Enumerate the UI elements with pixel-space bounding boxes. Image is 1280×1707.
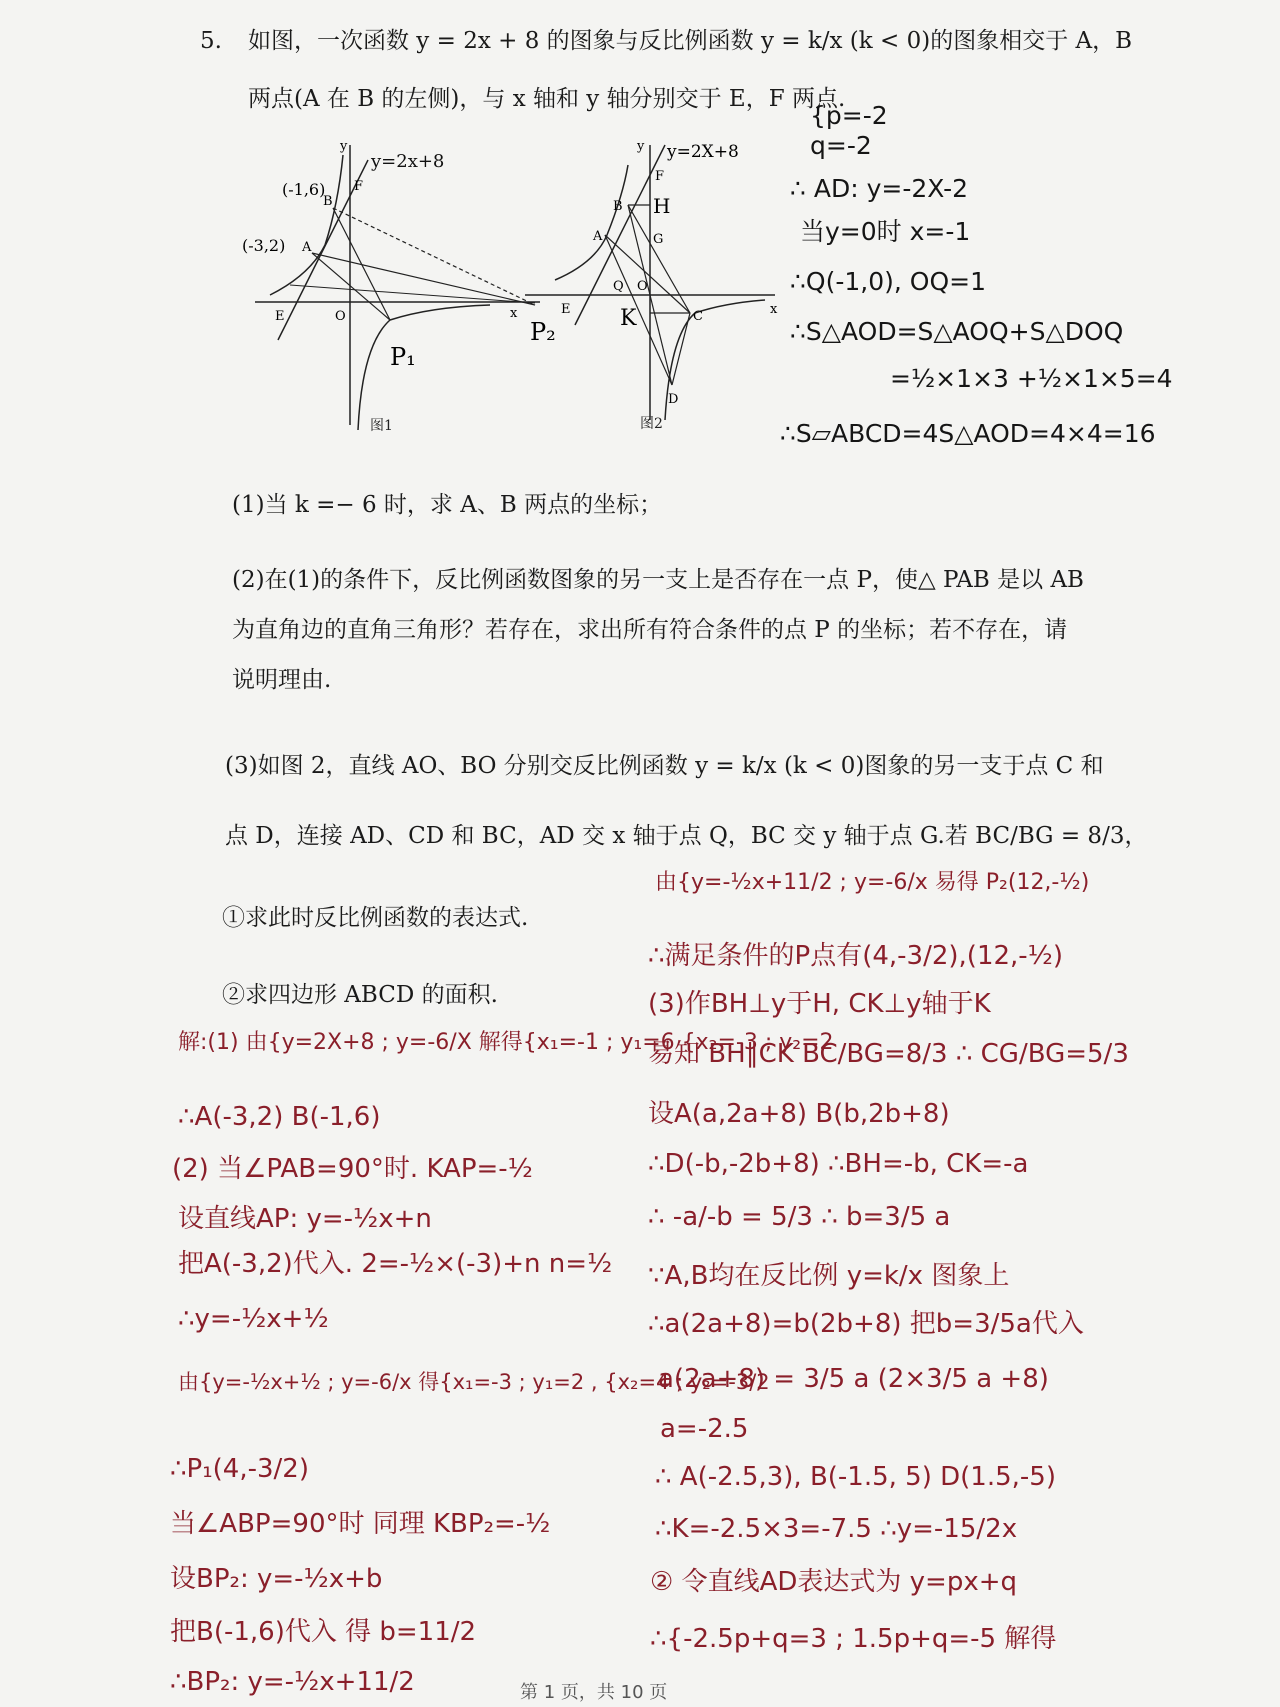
sol-right-13: ② 令直线AD表达式为 y=px+q <box>650 1567 1017 1597</box>
svg-text:F: F <box>354 179 364 194</box>
svg-text:B: B <box>323 194 333 209</box>
svg-text:A: A <box>593 229 603 244</box>
sol-right-11: ∴ A(-2.5,3), B(-1.5, 5) D(1.5,-5) <box>655 1462 1056 1492</box>
sol-right-4: 设A(a,2a+8) B(b,2b+8) <box>648 1099 950 1129</box>
sol-left-2: (2) 当∠PAB=90°时. KAP=-½ <box>172 1154 533 1184</box>
svg-text:G: G <box>653 232 664 247</box>
svg-text:C: C <box>693 309 703 324</box>
sol-right-9: a(2a+8) = 3/5 a (2×3/5 a +8) <box>658 1364 1049 1394</box>
svg-text:E: E <box>561 302 571 317</box>
hw-top-right-1: q=-2 <box>810 131 872 160</box>
hw-top-right-4: ∴Q(-1,0), OQ=1 <box>790 267 986 296</box>
hw-top-right-5: ∴S△AOD=S△AOQ+S△DOQ <box>790 317 1124 346</box>
svg-text:x: x <box>770 302 778 317</box>
question-3-sub-1: ①求此时反比例函数的表达式. <box>222 905 529 931</box>
question-2-line-1: (2)在(1)的条件下，反比例函数图象的另一支上是否存在一点 P，使△ PAB 是以 AB <box>232 567 1084 593</box>
fig2-caption: 图2 <box>640 416 663 432</box>
problem-number: 5. <box>200 28 222 54</box>
svg-text:D: D <box>668 392 679 407</box>
sol-left-8: 当∠ABP=90°时 同理 KBP₂=-½ <box>170 1509 551 1539</box>
svg-text:P₂: P₂ <box>530 318 556 346</box>
question-2-line-3: 说明理由. <box>232 667 332 693</box>
svg-text:F: F <box>655 169 665 184</box>
sol-right-0: 由{y=-½x+11/2 ; y=-6/x 易得 P₂(12,-½) <box>655 870 1090 895</box>
svg-text:(-1,6): (-1,6) <box>282 180 326 199</box>
svg-text:P₁: P₁ <box>390 343 416 371</box>
svg-text:O: O <box>637 279 648 294</box>
sol-left-1: ∴A(-3,2) B(-1,6) <box>178 1102 381 1132</box>
figure-2 <box>525 135 785 425</box>
sol-left-0: 解:(1) 由{y=2X+8 ; y=-6/X 解得{x₁=-1 ; y₁=6 {x₂=-3 ; y₂=2 <box>178 1030 834 1055</box>
sol-left-3: 设直线AP: y=-½x+n <box>178 1204 432 1234</box>
hw-top-right-6: =½×1×3 +½×1×5=4 <box>890 364 1173 393</box>
svg-text:(-3,2): (-3,2) <box>242 236 286 255</box>
sol-left-7: ∴P₁(4,-3/2) <box>170 1454 309 1484</box>
question-1: (1)当 k =− 6 时，求 A、B 两点的坐标； <box>232 492 663 518</box>
question-3-line-1: (3)如图 2，直线 AO、BO 分别交反比例函数 y = k/x (k < 0)图象的另一支于点 C 和 <box>225 753 1104 779</box>
svg-text:x: x <box>510 306 518 321</box>
fig1-hyperbola-right <box>358 305 490 430</box>
question-2-line-2: 为直角边的直角三角形？若存在，求出所有符合条件的点 P 的坐标；若不存在，请 <box>232 617 1068 643</box>
fig1-line-label: y=2x+8 <box>371 151 445 172</box>
sol-right-2: (3)作BH⊥y于H, CK⊥y轴于K <box>648 989 991 1019</box>
fig1-caption: 图1 <box>370 418 393 434</box>
sol-right-8: ∴a(2a+8)=b(2b+8) 把b=3/5a代入 <box>648 1309 1084 1339</box>
svg-text:Q: Q <box>613 279 624 294</box>
intro-line-2: 两点(A 在 B 的左侧)，与 x 轴和 y 轴分别交于 E，F 两点. <box>248 86 846 112</box>
sol-left-4: 把A(-3,2)代入. 2=-½×(-3)+n n=½ <box>178 1249 613 1279</box>
sol-left-5: ∴y=-½x+½ <box>178 1304 329 1334</box>
fig2-hyperbola-right <box>665 300 765 420</box>
svg-text:B: B <box>613 199 623 214</box>
hw-top-right-3: 当y=0时 x=-1 <box>800 217 971 246</box>
question-3-sub-2: ②求四边形 ABCD 的面积. <box>222 982 498 1008</box>
sol-right-12: ∴K=-2.5×3=-7.5 ∴y=-15/2x <box>655 1514 1018 1544</box>
svg-text:K: K <box>620 306 637 331</box>
sol-right-1: ∴满足条件的P点有(4,-3/2),(12,-½) <box>648 941 1064 971</box>
sol-left-9: 设BP₂: y=-½x+b <box>170 1564 383 1594</box>
sol-right-6: ∴ -a/-b = 5/3 ∴ b=3/5 a <box>648 1202 951 1232</box>
sol-left-10: 把B(-1,6)代入 得 b=11/2 <box>170 1617 477 1647</box>
sol-right-14: ∴{-2.5p+q=3 ; 1.5p+q=-5 解得 <box>650 1624 1057 1654</box>
sol-left-11: ∴BP₂: y=-½x+11/2 <box>170 1667 415 1697</box>
svg-text:y: y <box>340 139 348 154</box>
sol-right-3: 易知 BH∥CK BC/BG=8/3 ∴ CG/BG=5/3 <box>648 1039 1129 1069</box>
svg-text:H: H <box>653 194 671 218</box>
sol-right-7: ∵A,B均在反比例 y=k/x 图象上 <box>648 1261 1010 1291</box>
hw-top-right-0: {p=-2 <box>810 101 888 130</box>
sol-right-10: a=-2.5 <box>660 1414 749 1444</box>
svg-text:A: A <box>302 240 312 255</box>
hw-top-right-7: ∴S▱ABCD=4S△AOD=4×4=16 <box>780 419 1156 448</box>
svg-text:E: E <box>275 309 285 324</box>
fig2-line-label: y=2X+8 <box>667 142 739 162</box>
question-3-line-2: 点 D，连接 AD、CD 和 BC，AD 交 x 轴于点 Q，BC 交 y 轴于点 G.若 BC/BG = 8/3， <box>225 823 1148 849</box>
svg-text:O: O <box>335 309 346 324</box>
page-number-stamp: 第 1 页，共 10 页 <box>520 1682 668 1703</box>
svg-text:y: y <box>637 139 645 154</box>
figure-1 <box>242 135 556 435</box>
intro-line-1: 如图，一次函数 y = 2x + 8 的图象与反比例函数 y = k/x (k < 0)的图象相交于 A，B <box>248 28 1133 54</box>
sol-right-5: ∴D(-b,-2b+8) ∴BH=-b, CK=-a <box>648 1149 1029 1179</box>
fig1-hyperbola-left <box>270 155 343 295</box>
hw-top-right-2: ∴ AD: y=-2X-2 <box>790 174 969 203</box>
sol-left-6: 由{y=-½x+½ ; y=-6/x 得{x₁=-3 ; y₁=2 , {x₂=4 ; y₂=-3/2 <box>178 1370 770 1394</box>
fig2-line <box>575 145 665 325</box>
